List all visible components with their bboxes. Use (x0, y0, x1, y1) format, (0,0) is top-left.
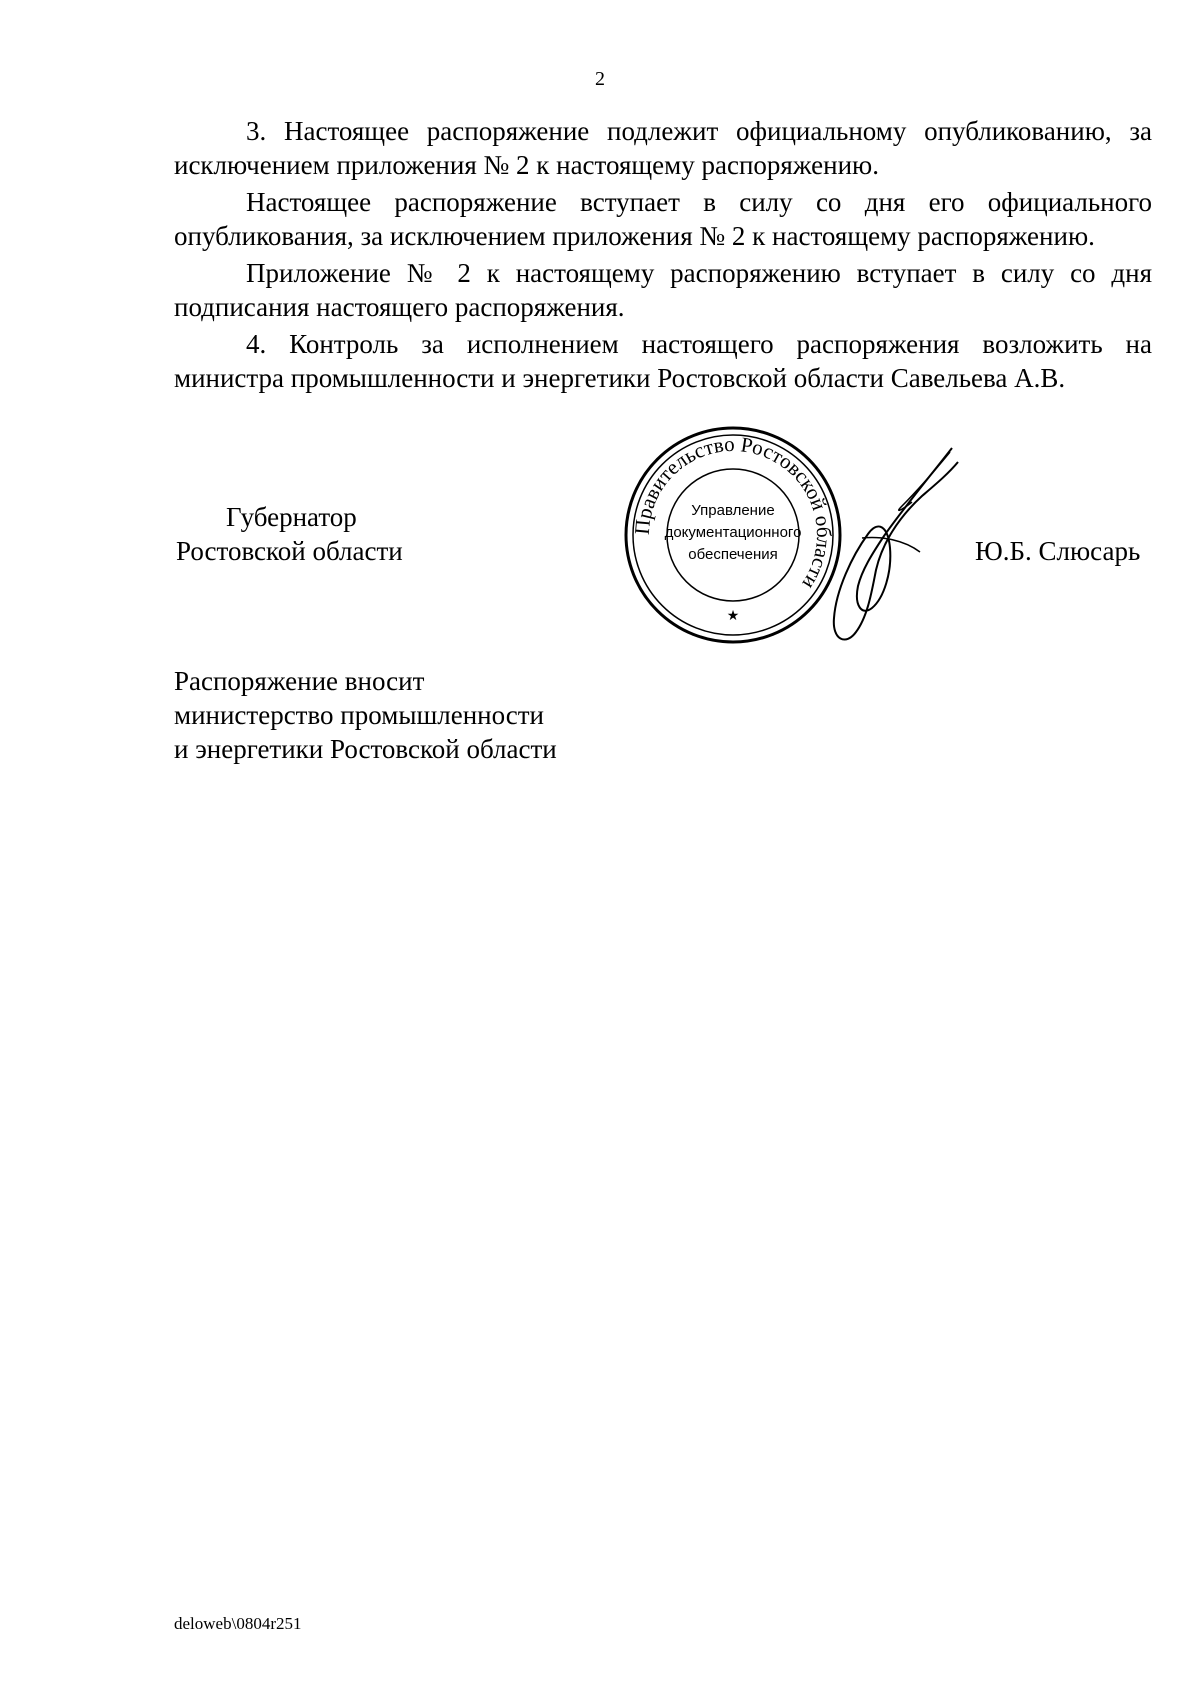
seal-ring-text: Правительство Ростовской области (629, 431, 837, 594)
signatory-title-line2: Ростовской области (176, 536, 403, 566)
introduced-by-line1: Распоряжение вносит (174, 666, 425, 696)
signatory-title (176, 500, 403, 568)
seal-center-line1: Управление (691, 502, 775, 519)
handwritten-signature (832, 440, 982, 650)
document-code: deloweb\0804r251 (174, 1614, 302, 1633)
seal-center-line3: обеспечения (688, 546, 778, 563)
paragraph-publication: 3. Настоящее распоряжение подлежит официальному опубликованию, за исключением приложения № 2 к настоящему распоряжению. (174, 116, 1152, 180)
introduced-by-line3: и энергетики Ростовской области (174, 734, 557, 764)
document-body (174, 114, 1152, 395)
seal-center-text (622, 500, 844, 566)
paragraph-control: 4. Контроль за исполнением настоящего распоряжения возложить на министра промышленности и энергетики Ростовской области Савельева А.В. (174, 329, 1152, 393)
page-number: 2 (595, 68, 605, 90)
official-seal (622, 424, 844, 646)
seal-center-line2: документационного (664, 524, 802, 541)
seal-star-icon: ★ (726, 609, 740, 624)
signatory-name: Ю.Б. Слюсарь (975, 536, 1141, 566)
paragraph-entry-into-force: Настоящее распоряжение вступает в силу со дня его официального опубликования, за исключением приложения № 2 к настоящему распоряжению. (174, 187, 1152, 251)
paragraph-appendix-force: Приложение № 2 к настоящему распоряжению вступает в силу со дня подписания настоящего распоряжения. (174, 258, 1152, 322)
signatory-title-line1: Губернатор (226, 502, 357, 532)
introduced-by-line2: министерство промышленности (174, 700, 545, 730)
introduced-by (174, 664, 557, 766)
